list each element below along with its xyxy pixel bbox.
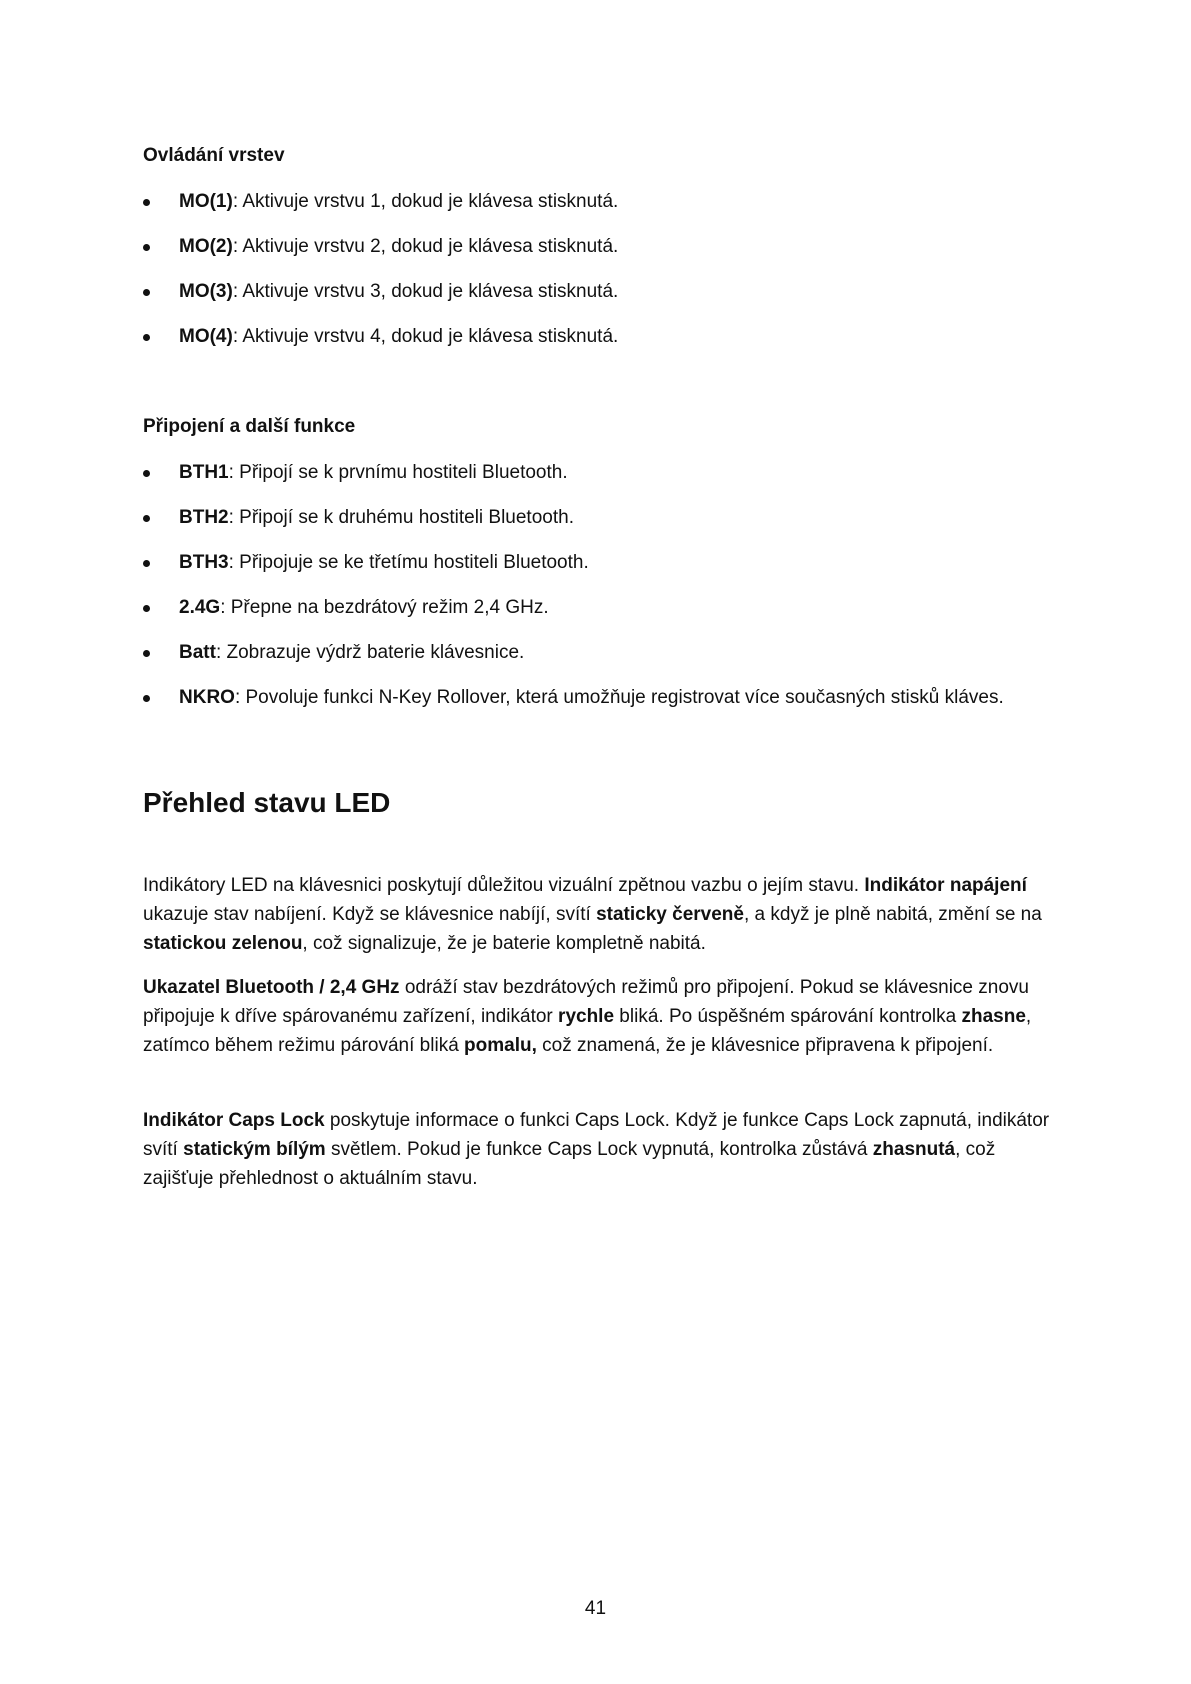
paragraph-text: , a když je plně nabitá, změní se na [743,904,1042,925]
led-bluetooth-paragraph [143,973,1063,1060]
key-description: : Aktivuje vrstvu 4, dokud je klávesa stisknutá. [232,326,619,347]
paragraph-text: Indikátory LED na klávesnici poskytují důležitou vizuální zpětnou vazbu o jejím stavu. [143,875,865,896]
emphasis-text: zhasnutá [872,1139,956,1160]
key-name: BTH2 [179,507,229,528]
key-name: BTH1 [179,462,229,483]
bullet-icon [143,244,150,251]
list-item [143,551,1004,596]
emphasis-text: Ukazatel Bluetooth / 2,4 GHz [143,977,400,998]
bullet-icon [143,650,150,657]
led-capslock-paragraph [143,1106,1063,1193]
key-name: MO(4) [179,326,233,347]
list-item [143,280,618,325]
list-item [143,596,1004,641]
key-description: : Přepne na bezdrátový režim 2,4 GHz. [220,597,549,618]
bullet-icon [143,199,150,206]
bullet-icon [143,560,150,567]
emphasis-text: staticky červeně [596,904,744,925]
emphasis-text: statickým bílým [183,1139,326,1160]
key-name: MO(2) [179,236,233,257]
paragraph-text: , což zajišťuje přehlednost o aktuálním stavu. [143,1139,996,1189]
bullet-icon [143,515,150,522]
connection-heading: Připojení a další funkce [143,416,356,437]
bullet-icon [143,470,150,477]
layer-control-heading: Ovládání vrstev [143,145,285,166]
paragraph-text: , zatímco během režimu párování bliká [143,1006,1032,1056]
bullet-icon [143,695,150,702]
list-item [143,325,618,370]
key-description: : Povoluje funkci N-Key Rollover, která umožňuje registrovat více současných stisků kláves. [234,687,1004,708]
key-description: : Aktivuje vrstvu 2, dokud je klávesa stisknutá. [232,236,619,257]
key-name: MO(1) [179,191,233,212]
key-description: : Zobrazuje výdrž baterie klávesnice. [215,642,525,663]
bullet-icon [143,289,150,296]
led-power-paragraph [143,871,1063,958]
key-name: NKRO [179,687,235,708]
paragraph-text: poskytuje informace o funkci Caps Lock. Když je funkce Caps Lock zapnutá, indikátor svítí [143,1110,1050,1160]
emphasis-text: zhasne [961,1006,1026,1027]
connection-list [143,461,1004,731]
key-description: : Připojí se k druhému hostiteli Bluetooth. [228,507,574,528]
key-name: Batt [179,642,216,663]
paragraph-text: odráží stav bezdrátových režimů pro připojení. Pokud se klávesnice znovu připojuje k dříve spárovanému zařízení, indikátor [143,977,1029,1027]
layer-control-list [143,190,618,370]
section-title: Přehled stavu LED [143,787,391,818]
list-item [143,235,618,280]
bullet-icon [143,334,150,341]
key-description: : Připojuje se ke třetímu hostiteli Bluetooth. [228,552,589,573]
paragraph-text: což znamená, že je klávesnice připravena k připojení. [536,1035,994,1056]
list-item [143,641,1004,686]
emphasis-text: Indikátor Caps Lock [143,1110,325,1131]
key-description: : Aktivuje vrstvu 3, dokud je klávesa stisknutá. [232,281,619,302]
list-item [143,461,1004,506]
list-item [143,506,1004,551]
key-description: : Připojí se k prvnímu hostiteli Bluetooth. [228,462,568,483]
key-name: MO(3) [179,281,233,302]
page-number: 41 [584,1598,607,1619]
emphasis-text: Indikátor napájení [864,875,1027,896]
list-item [143,686,1004,731]
paragraph-text: , což signalizuje, že je baterie kompletně nabitá. [302,933,706,954]
bullet-icon [143,605,150,612]
paragraph-text: bliká. Po úspěšném spárování kontrolka [614,1006,962,1027]
paragraph-text: světlem. Pokud je funkce Caps Lock vypnutá, kontrolka zůstává [325,1139,873,1160]
emphasis-text: pomalu, [464,1035,537,1056]
key-name: BTH3 [179,552,229,573]
key-name: 2.4G [179,597,221,618]
emphasis-text: rychle [558,1006,615,1027]
paragraph-text: ukazuje stav nabíjení. Když se klávesnice nabíjí, svítí [143,904,597,925]
emphasis-text: statickou zelenou [143,933,303,954]
key-description: : Aktivuje vrstvu 1, dokud je klávesa stisknutá. [232,191,619,212]
list-item [143,190,618,235]
